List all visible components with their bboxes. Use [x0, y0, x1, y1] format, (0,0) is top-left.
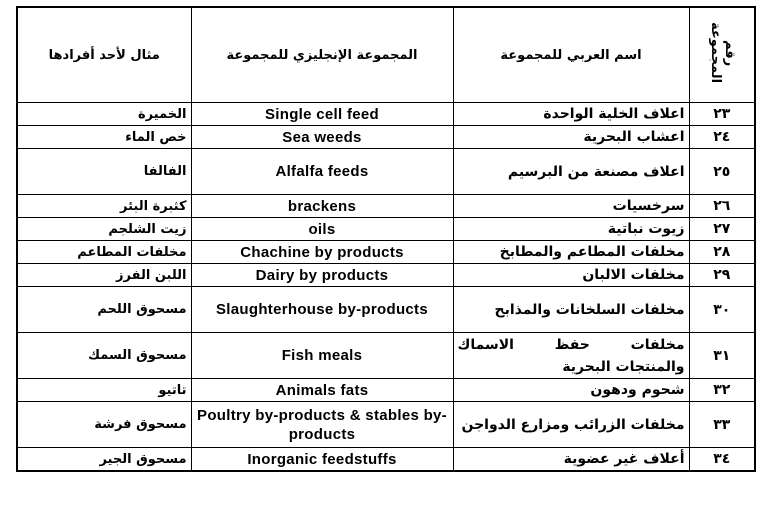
arabic-name-cell: سرخسيات [453, 195, 689, 218]
example-cell: مسحوق اللحم [17, 287, 191, 333]
table-row [17, 149, 755, 195]
arabic-name-cell: مخلفات المطاعم والمطابخ [453, 241, 689, 264]
table-header-row [17, 7, 755, 103]
example-cell: الفالفا [17, 149, 191, 195]
arabic-name-cell: اعلاف مصنعة من البرسيم [453, 149, 689, 195]
arabic-name-cell: اعشاب البحرية [453, 126, 689, 149]
example-cell: الخميرة [17, 103, 191, 126]
english-name-cell: brackens [191, 195, 453, 218]
table-row [17, 218, 755, 241]
group-number-cell: ٢٥ [689, 149, 755, 195]
arabic-name-cell: شحوم ودهون [453, 379, 689, 402]
english-name-cell: Slaughterhouse by-products [191, 287, 453, 333]
arabic-name-cell: أعلاف غير عضوية [453, 448, 689, 472]
table-row [17, 264, 755, 287]
group-number-cell: ٣٢ [689, 379, 755, 402]
group-number-cell: ٢٧ [689, 218, 755, 241]
example-cell: خص الماء [17, 126, 191, 149]
group-number-cell: ٣١ [689, 333, 755, 379]
group-number-cell: ٣٣ [689, 402, 755, 448]
example-cell: مخلفات المطاعم [17, 241, 191, 264]
arabic-name-cell: مخلفات الالبان [453, 264, 689, 287]
arabic-name-cell: مخلفات الزرائب ومزارع الدواجن [453, 402, 689, 448]
table-row [17, 287, 755, 333]
table-row [17, 379, 755, 402]
arabic-name-cell: مخلفات حفظ الاسماك والمنتجات البحرية [453, 333, 689, 379]
group-number-cell: ٣٠ [689, 287, 755, 333]
header-arabic-name: اسم العربي للمجموعة [453, 7, 689, 103]
english-name-cell: Chachine by products [191, 241, 453, 264]
arabic-name-cell: اعلاف الخلية الواحدة [453, 103, 689, 126]
table-row [17, 126, 755, 149]
group-number-cell: ٣٤ [689, 448, 755, 472]
group-number-cell: ٢٨ [689, 241, 755, 264]
example-cell: تاتيو [17, 379, 191, 402]
english-name-cell: Fish meals [191, 333, 453, 379]
arabic-name-cell: مخلفات السلخانات والمذابح [453, 287, 689, 333]
example-cell: كثبرة البئر [17, 195, 191, 218]
example-cell: اللبن الفرز [17, 264, 191, 287]
english-name-cell: Alfalfa feeds [191, 149, 453, 195]
header-group-number-label: رقم المجموعة [707, 22, 738, 84]
header-group-number [689, 7, 755, 103]
table-row [17, 103, 755, 126]
english-name-cell: Dairy by products [191, 264, 453, 287]
arabic-name-cell: زيوت نباتية [453, 218, 689, 241]
english-name-cell: Inorganic feedstuffs [191, 448, 453, 472]
english-name-cell: Sea weeds [191, 126, 453, 149]
example-cell: زيت الشلجم [17, 218, 191, 241]
feed-groups-table [16, 6, 756, 472]
english-name-cell: Poultry by-products & stables by-products [191, 402, 453, 448]
table-row [17, 195, 755, 218]
english-name-cell: Animals fats [191, 379, 453, 402]
table-body [17, 103, 755, 472]
table-row [17, 402, 755, 448]
group-number-cell: ٢٦ [689, 195, 755, 218]
example-cell: مسحوق الجير [17, 448, 191, 472]
example-cell: مسحوق السمك [17, 333, 191, 379]
group-number-cell: ٢٤ [689, 126, 755, 149]
table-row [17, 448, 755, 472]
english-name-cell: oils [191, 218, 453, 241]
example-cell: مسحوق فرشة [17, 402, 191, 448]
group-number-cell: ٢٣ [689, 103, 755, 126]
group-number-cell: ٢٩ [689, 264, 755, 287]
english-name-cell: Single cell feed [191, 103, 453, 126]
header-english-name: المجموعة الإنجليزي للمجموعة [191, 7, 453, 103]
table-row [17, 241, 755, 264]
header-example: مثال لأحد أفرادها [17, 7, 191, 103]
table-row [17, 333, 755, 379]
